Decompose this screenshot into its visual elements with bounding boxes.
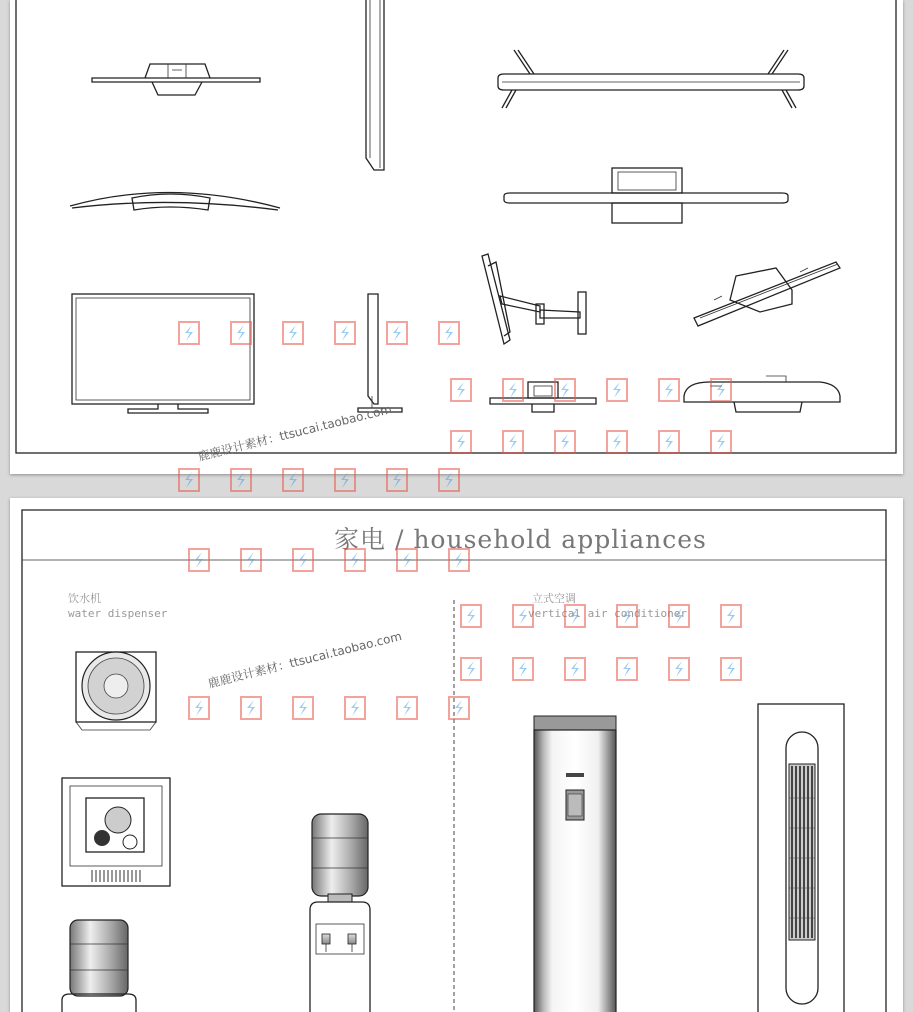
watermark-logo-icon	[240, 548, 262, 572]
water-dispenser-caption	[68, 591, 167, 621]
watermark-logo-icon	[438, 468, 460, 492]
watermark-logo-icon	[616, 657, 638, 681]
watermark-logo-icon	[230, 468, 252, 492]
water-dispenser-small-front	[62, 920, 136, 1012]
watermark-logo-icon	[396, 548, 418, 572]
water-dispenser-cn-label: 饮水机	[68, 592, 101, 605]
tv-tilted-view	[694, 262, 840, 326]
appliances-sheet	[10, 498, 903, 1012]
watermark-logo-icon	[178, 468, 200, 492]
watermark-logo-icon	[450, 430, 472, 454]
watermark-text: 鹿鹿设计素材：ttsucai.taobao.com	[206, 628, 404, 691]
tv-drawings	[10, 0, 903, 474]
tv-top-view-legs	[498, 50, 804, 108]
watermark-logo-icon	[230, 321, 252, 345]
watermark-text: 鹿鹿设计素材：ttsucai.taobao.com	[196, 401, 394, 464]
watermark-logo-icon	[450, 378, 472, 402]
air-conditioner-caption	[528, 591, 687, 621]
air-conditioner-cn-label: 立式空调	[532, 592, 576, 605]
watermark-logo-icon	[292, 696, 314, 720]
watermark-logo-icon	[710, 378, 732, 402]
watermark-logo-icon	[188, 548, 210, 572]
watermark-logo-icon	[282, 468, 304, 492]
watermark-logo-icon	[460, 657, 482, 681]
watermark-logo-icon	[502, 430, 524, 454]
watermark-logo-icon	[720, 657, 742, 681]
air-conditioner-en-label: vertical air conditioner	[528, 607, 687, 620]
watermark-logo-icon	[460, 604, 482, 628]
tv-front-view	[72, 294, 254, 413]
watermark-logo-icon	[386, 468, 408, 492]
water-dispenser-en-label: water dispenser	[68, 607, 168, 620]
watermark-logo-icon	[554, 430, 576, 454]
watermark-logo-icon	[334, 321, 356, 345]
tv-drawings-sheet	[10, 0, 903, 474]
watermark-logo-icon	[438, 321, 460, 345]
watermark-logo-icon	[710, 430, 732, 454]
watermark-logo-icon	[564, 604, 586, 628]
watermark-logo-icon	[606, 378, 628, 402]
watermark-logo-icon	[396, 696, 418, 720]
watermark-logo-icon	[512, 657, 534, 681]
tv-wall-mount-arm	[482, 254, 586, 344]
watermark-logo-icon	[512, 604, 534, 628]
watermark-logo-icon	[658, 378, 680, 402]
watermark-logo-icon	[720, 604, 742, 628]
watermark-logo-icon	[502, 378, 524, 402]
water-dispenser-top-view	[76, 652, 156, 730]
watermark-logo-icon	[386, 321, 408, 345]
tv-top-view-stand	[92, 64, 260, 95]
watermark-logo-icon	[344, 548, 366, 572]
watermark-logo-icon	[554, 378, 576, 402]
watermark-logo-icon	[658, 430, 680, 454]
tv-top-view-block-stand	[504, 168, 788, 223]
watermark-logo-icon	[178, 321, 200, 345]
air-conditioner-side-view	[758, 704, 844, 1012]
watermark-logo-icon	[616, 604, 638, 628]
watermark-logo-icon	[448, 548, 470, 572]
tv-side-profile-stand	[358, 294, 402, 412]
watermark-logo-icon	[344, 696, 366, 720]
tv-curved-top-view	[70, 192, 280, 210]
watermark-logo-icon	[282, 321, 304, 345]
watermark-logo-icon	[292, 548, 314, 572]
water-dispenser-panel-view	[62, 778, 170, 886]
water-dispenser-front-view	[310, 814, 370, 1012]
tv-side-profile-tall	[366, 0, 384, 170]
watermark-logo-icon	[668, 657, 690, 681]
watermark-logo-icon	[334, 468, 356, 492]
watermark-logo-icon	[606, 430, 628, 454]
section-title: 家电 / household appliances	[334, 525, 707, 554]
watermark-logo-icon	[448, 696, 470, 720]
air-conditioner-front-view	[534, 716, 616, 1012]
appliance-drawings	[10, 498, 903, 1012]
watermark-logo-icon	[240, 696, 262, 720]
tv-bottom-view-right	[684, 376, 840, 412]
watermark-logo-icon	[668, 604, 690, 628]
watermark-logo-icon	[188, 696, 210, 720]
watermark-logo-icon	[564, 657, 586, 681]
